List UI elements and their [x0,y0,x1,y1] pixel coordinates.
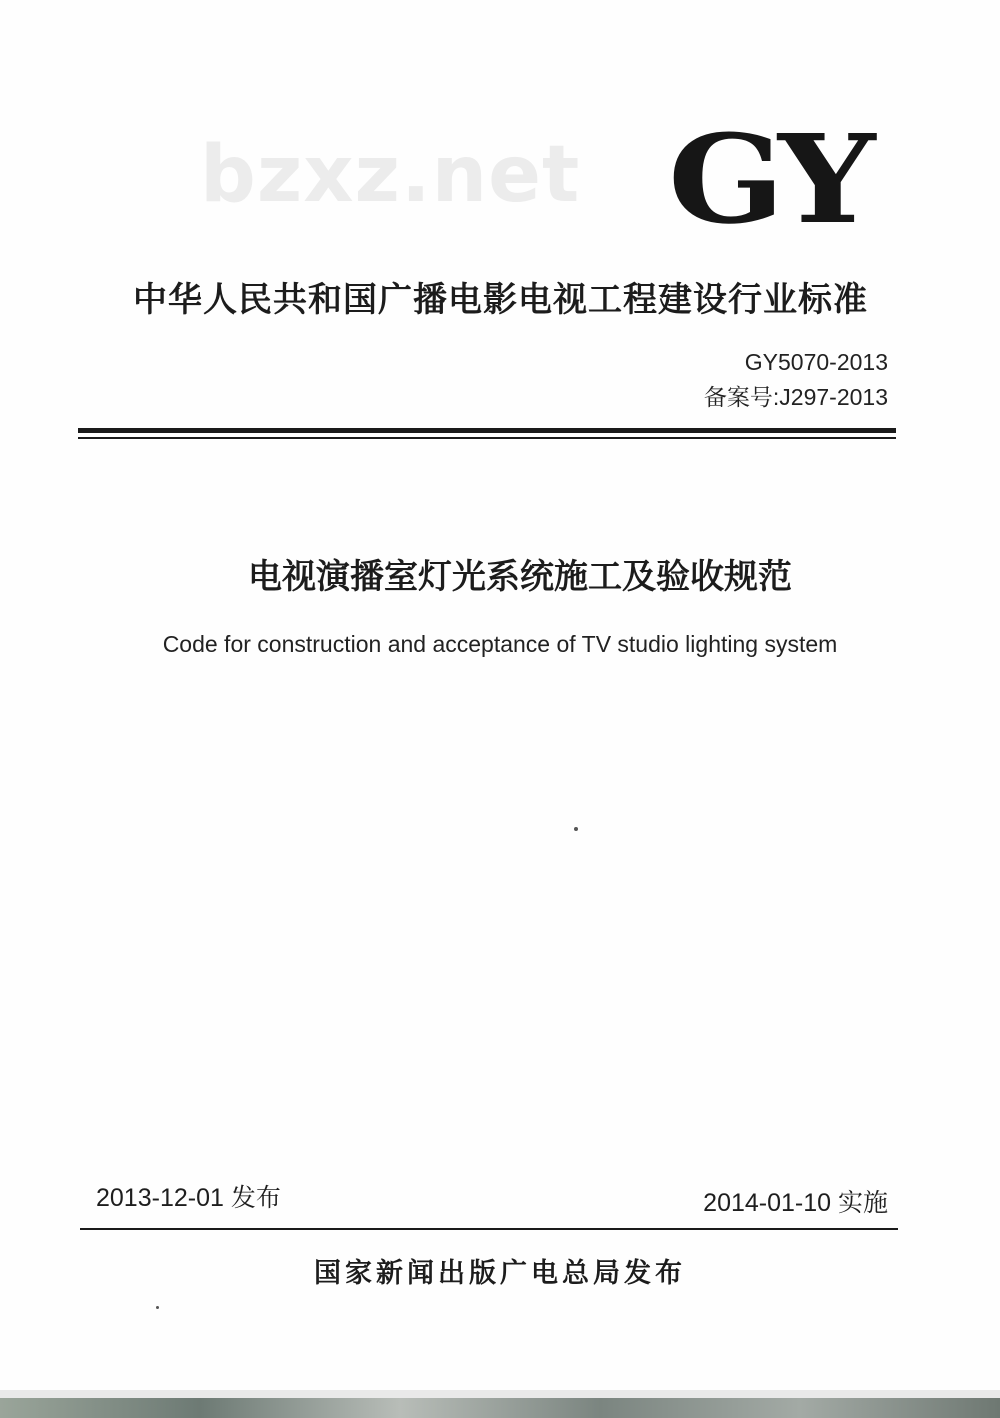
standard-number: GY5070-2013 [744,349,888,375]
document-title-en: Code for construction and acceptance of TV studio lighting system [162,631,838,657]
header-rule-thin [78,437,896,439]
filing-number: 备案号:J297-2013 [703,384,888,410]
paper-speck [574,827,578,831]
scan-background-strip [0,1398,1000,1418]
publisher: 国家新闻出版广电总局发布 [314,1258,686,1289]
header-rule-thick [78,428,896,433]
document-title-cn: 电视演播室灯光系统施工及验收规范 [248,557,792,597]
effective-date: 2014-01-10 实施 [703,1189,888,1217]
watermark: bzxz.net [200,130,581,220]
industry-standard-title: 中华人民共和国广播电影电视工程建设行业标准 [133,280,868,320]
gy-logo: GY [668,107,869,251]
issue-date: 2013-12-01 发布 [96,1184,281,1212]
paper-speck [156,1306,159,1309]
scan-edge [0,1390,1000,1398]
footer-rule [80,1228,898,1230]
